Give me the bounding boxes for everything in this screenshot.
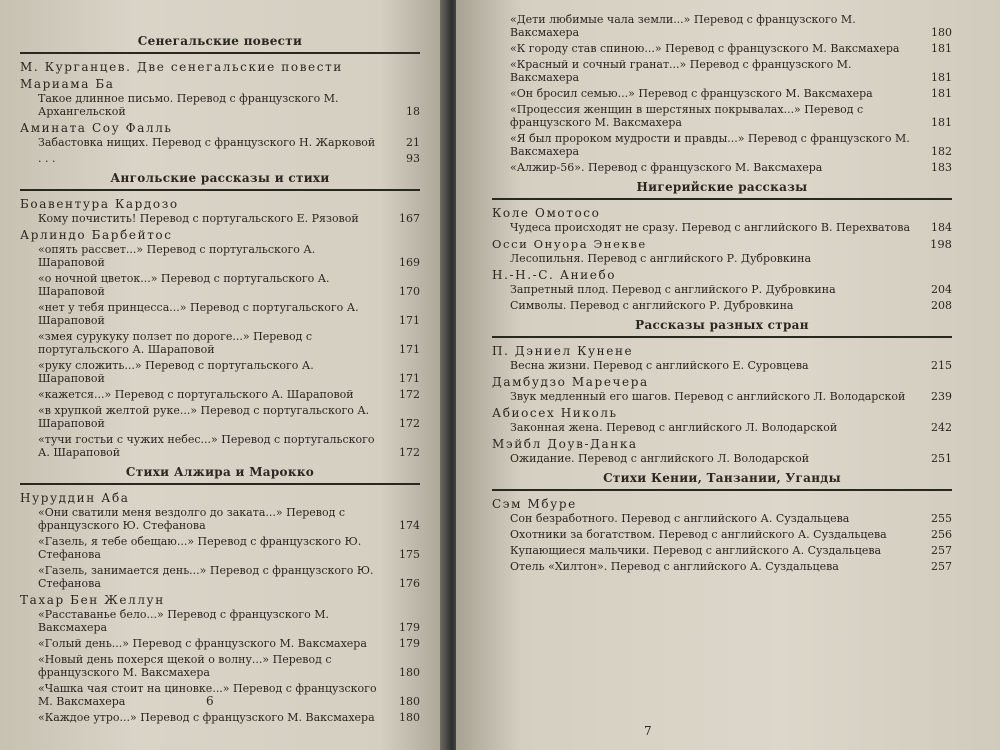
toc-entry xyxy=(492,161,952,174)
page-ref: 171 xyxy=(399,372,420,385)
page-ref: 169 xyxy=(399,256,420,269)
section-rule xyxy=(492,336,952,338)
toc-entry xyxy=(492,560,952,573)
entry-title: Забастовка нищих. Перевод с французского Н. Жарковой xyxy=(38,136,376,149)
page-ref: 239 xyxy=(931,390,952,403)
toc-entry xyxy=(20,653,420,679)
entry-title: «Красный и сочный гранат...» Перевод с французского М. Ваксмахера xyxy=(510,58,852,84)
entry-title: «Газель, я тебе обещаю...» Перевод с французского Ю. Стефанова xyxy=(38,535,362,561)
author-name: Арлиндо Барбейтос xyxy=(20,228,173,242)
entry-title: «Процессия женщин в шерстяных покрывалах...» Перевод с французского М. Ваксмахера xyxy=(510,103,864,129)
toc-entry xyxy=(492,544,952,557)
toc-entry xyxy=(492,359,952,372)
toc-entry xyxy=(20,564,420,590)
toc-entry xyxy=(492,283,952,296)
author-name: Тахар Бен Желлун xyxy=(20,593,165,607)
page-ref: 215 xyxy=(931,359,952,372)
entry-title: Купающиеся мальчики. Перевод с английского А. Суздальцева xyxy=(510,544,882,557)
toc-entry xyxy=(20,608,420,634)
section-rule xyxy=(492,198,952,200)
entry-title: «тучи гостьи с чужих небес...» Перевод с португальского А. Шараповой xyxy=(38,433,375,459)
toc-entry xyxy=(20,506,420,532)
page-ref: 257 xyxy=(931,560,952,573)
right-page-number: 7 xyxy=(644,724,652,738)
toc-entry xyxy=(20,682,420,708)
entry-title: Законная жена. Перевод с английского Л. Володарской xyxy=(510,421,838,434)
toc-entry xyxy=(492,42,952,55)
toc-entry xyxy=(492,13,952,39)
page-ref: 242 xyxy=(931,421,952,434)
toc-entry xyxy=(20,433,420,459)
entry-title: «змея сурукуку ползет по дороге...» Перевод с португальского А. Шараповой xyxy=(38,330,313,356)
entry-title: Лесопильня. Перевод с английского Р. Дубровкина xyxy=(510,252,812,265)
toc-entry xyxy=(492,528,952,541)
toc-entry xyxy=(492,390,952,403)
toc-entry xyxy=(492,252,952,265)
page-ref: 198 xyxy=(930,237,952,251)
toc-entry xyxy=(20,136,420,149)
toc-entry xyxy=(492,512,952,525)
toc-entry xyxy=(492,221,952,234)
page-ref: 257 xyxy=(931,544,952,557)
toc-entry xyxy=(492,421,952,434)
page-ref: 251 xyxy=(931,452,952,465)
entry-title: «руку сложить...» Перевод с португальского А. Шараповой xyxy=(38,359,314,385)
entry-title: «Дети любимые чала земли...» Перевод с французского М. Ваксмахера xyxy=(510,13,856,39)
entry-title: «Он бросил семью...» Перевод с французского М. Ваксмахера xyxy=(510,87,873,100)
left-page-number: 6 xyxy=(206,694,214,708)
toc-entry xyxy=(20,330,420,356)
author-name: Н.-Н.-С. Аниебо xyxy=(492,268,617,282)
right-toc xyxy=(492,12,952,576)
page-ref: 174 xyxy=(399,519,420,532)
entry-title: «Новый день похерся щекой о волну...» Перевод с французского М. Ваксмахера xyxy=(38,653,332,679)
entry-title: Сон безработного. Перевод с английского А. Суздальцева xyxy=(510,512,850,525)
page-ref: 176 xyxy=(399,577,420,590)
page-ref: 204 xyxy=(931,283,952,296)
page-ref: 172 xyxy=(399,417,420,430)
author-name: Амината Соу Фалль xyxy=(20,121,173,135)
page-ref: 172 xyxy=(399,446,420,459)
left-toc xyxy=(20,28,420,727)
toc-entry xyxy=(20,711,420,724)
section-rule xyxy=(20,189,420,191)
entry-title: «Чашка чая стоит на циновке...» Перевод с французского М. Ваксмахера xyxy=(38,682,377,708)
toc-entry xyxy=(492,452,952,465)
author-name: Боавентура Кардозо xyxy=(20,197,179,211)
entry-title: «Каждое утро...» Перевод с французского М. Ваксмахера xyxy=(38,711,375,724)
entry-title: Такое длинное письмо. Перевод с французского М. Архангельской xyxy=(38,92,339,118)
page-ref: 256 xyxy=(931,528,952,541)
entry-title: Ожидание. Перевод с английского Л. Володарской xyxy=(510,452,810,465)
entry-title: «Алжир-56». Перевод с французского М. Ваксмахера xyxy=(510,161,823,174)
toc-entry xyxy=(20,92,420,118)
page-ref: 179 xyxy=(399,621,420,634)
entry-title: «Они сватили меня вездолго до заката...» Перевод с французского Ю. Стефанова xyxy=(38,506,345,532)
section-heading: Стихи Кении, Танзании, Уганды xyxy=(603,471,841,485)
entry-title: «Газель, занимается день...» Перевод с французского Ю. Стефанова xyxy=(38,564,374,590)
author-name: Сэм Мбуре xyxy=(492,497,577,511)
entry-title: «в хрупкой желтой руке...» Перевод с португальского А. Шараповой xyxy=(38,404,370,430)
entry-title: Символы. Перевод с английского Р. Дубровкина xyxy=(510,299,794,312)
page-ref: 93 xyxy=(406,152,420,165)
entry-title: Весна жизни. Перевод с английского Е. Суровцева xyxy=(510,359,809,372)
entry-title: «Расставанье бело...» Перевод с французского М. Ваксмахера xyxy=(38,608,329,634)
toc-entry xyxy=(492,58,952,84)
entry-title: «нет у тебя принцесса...» Перевод с португальского А. Шараповой xyxy=(38,301,359,327)
section-heading: Нигерийские рассказы xyxy=(636,180,808,194)
page-ref: 181 xyxy=(931,116,952,129)
toc-entry xyxy=(20,388,420,401)
author-name: Коле Омотосо xyxy=(492,206,601,220)
section-heading: Сенегальские повести xyxy=(137,34,303,48)
page-ref: 172 xyxy=(399,388,420,401)
page-ref: 208 xyxy=(931,299,952,312)
section-heading: Стихи Алжира и Марокко xyxy=(125,465,315,479)
toc-entry xyxy=(20,301,420,327)
section-rule xyxy=(492,489,952,491)
author-name: Мэйбл Доув-Данка xyxy=(492,437,638,451)
page-ref: 180 xyxy=(399,711,420,724)
toc-entry xyxy=(20,243,420,269)
page-ref: 170 xyxy=(399,285,420,298)
author-name: Дамбудзо Маречера xyxy=(492,375,649,389)
page-ref: 180 xyxy=(931,26,952,39)
toc-entry xyxy=(492,87,952,100)
page-ref: 184 xyxy=(931,221,952,234)
author-name: М. Курганцев. Две сенегальские повести xyxy=(20,60,343,74)
toc-entry xyxy=(20,152,420,165)
toc-entry xyxy=(20,359,420,385)
entry-title: «о ночной цветок...» Перевод с португальского А. Шараповой xyxy=(38,272,330,298)
page-ref: 180 xyxy=(399,666,420,679)
page-ref: 180 xyxy=(399,695,420,708)
entry-title: «кажется...» Перевод с португальского А. Шараповой xyxy=(38,388,354,401)
entry-title: «Я был пророком мудрости и правды...» Перевод с французского М. Ваксмахера xyxy=(510,132,910,158)
section-rule xyxy=(20,483,420,485)
entry-title: . . . xyxy=(38,152,56,165)
entry-title: Звук медленный его шагов. Перевод с английского Л. Володарской xyxy=(510,390,906,403)
page-ref: 171 xyxy=(399,343,420,356)
toc-entry xyxy=(20,535,420,561)
page-ref: 18 xyxy=(406,105,420,118)
section-heading: Рассказы разных стран xyxy=(635,318,809,332)
right-page xyxy=(456,0,1000,750)
page-ref: 182 xyxy=(931,145,952,158)
page-ref: 181 xyxy=(931,87,952,100)
page-ref: 179 xyxy=(399,637,420,650)
section-rule xyxy=(20,52,420,54)
toc-entry xyxy=(20,272,420,298)
page-ref: 183 xyxy=(931,161,952,174)
author-name: Мариама Ба xyxy=(20,77,115,91)
author-name: Абиосех Николь xyxy=(492,406,618,420)
entry-title: «К городу став спиною...» Перевод с французского М. Ваксмахера xyxy=(510,42,900,55)
entry-title: «Голый день...» Перевод с французского М. Ваксмахера xyxy=(38,637,367,650)
toc-entry xyxy=(492,299,952,312)
page-ref: 181 xyxy=(931,42,952,55)
page-ref: 167 xyxy=(399,212,420,225)
toc-entry xyxy=(492,103,952,129)
toc-entry xyxy=(492,132,952,158)
author-name: Осси Онуора Энекве xyxy=(492,237,647,251)
entry-title: Запретный плод. Перевод с английского Р. Дубровкина xyxy=(510,283,836,296)
section-heading: Ангольские рассказы и стихи xyxy=(110,171,330,185)
entry-title: «опять рассвет...» Перевод с португальского А. Шараповой xyxy=(38,243,316,269)
page-ref: 255 xyxy=(931,512,952,525)
toc-entry xyxy=(20,637,420,650)
author-row xyxy=(492,237,952,251)
page-ref: 171 xyxy=(399,314,420,327)
toc-entry xyxy=(20,404,420,430)
page-ref: 21 xyxy=(406,136,420,149)
entry-title: Охотники за богатством. Перевод с английского А. Суздальцева xyxy=(510,528,887,541)
page-ref: 175 xyxy=(399,548,420,561)
toc-entry xyxy=(20,212,420,225)
author-name: П. Дэниел Кунене xyxy=(492,344,634,358)
left-page xyxy=(0,0,448,750)
author-name: Нуруддин Аба xyxy=(20,491,130,505)
page-ref: 181 xyxy=(931,71,952,84)
entry-title: Кому почистить! Перевод с португальского Е. Рязовой xyxy=(38,212,359,225)
entry-title: Отель «Хилтон». Перевод с английского А. Суздальцева xyxy=(510,560,839,573)
entry-title: Чудеса происходят не сразу. Перевод с английского В. Перехватова xyxy=(510,221,911,234)
